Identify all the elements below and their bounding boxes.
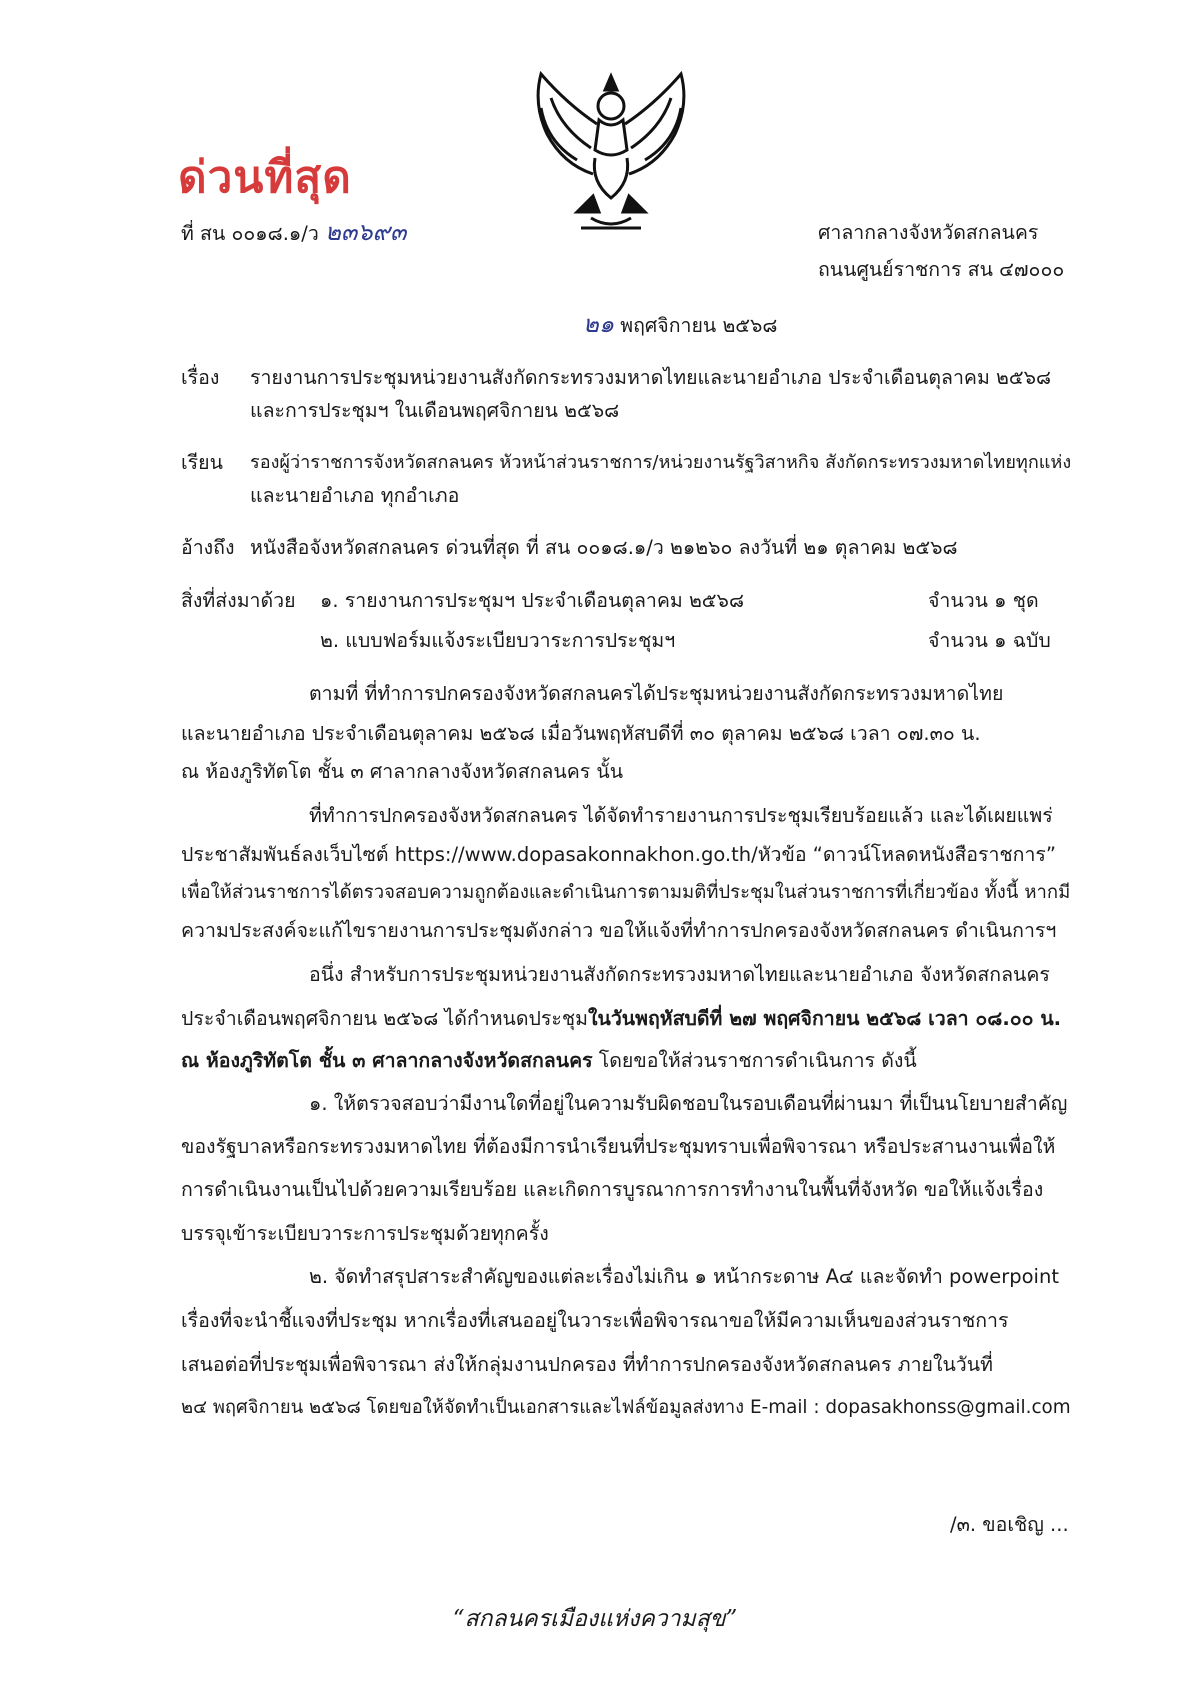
- meeting-date-bold: ในวันพฤหัสบดีที่ ๒๗ พฤศจิกายน ๒๕๖๘ เวลา ๐๘.๐๐ น.: [587, 1007, 1062, 1030]
- document-number-prefix: ที่ สน ๐๐๑๘.๑/ว: [181, 222, 319, 245]
- enclosure-item: ๒. แบบฟอร์มแจ้งระเบียบวาระการประชุมฯ: [320, 629, 676, 652]
- instruction-item-2-line: ๒. จัดทำสรุปสาระสำคัญของแต่ละเรื่องไม่เกิน ๑ หน้ากระดาษ A๔ และจัดทำ powerpoint: [309, 1265, 1059, 1288]
- date-month-year: พฤศจิกายน ๒๕๖๘: [620, 314, 778, 337]
- instruction-item-1-line: ๑. ให้ตรวจสอบว่ามีงานใดที่อยู่ในความรับผิดชอบในรอบเดือนที่ผ่านมา ที่เป็นนโยบายสำคัญ: [309, 1092, 1068, 1115]
- recipient-line: รองผู้ว่าราชการจังหวัดสกลนคร หัวหน้าส่วนราชการ/หน่วยงานรัฐวิสาหกิจ สังกัดกระทรวงมหาดไทยทุกแห่ง: [250, 452, 1072, 473]
- body-paragraph-2-line: ที่ทำการปกครองจังหวัดสกลนคร ได้จัดทำรายงานการประชุมเรียบร้อยแล้ว และได้เผยแพร่: [309, 804, 1053, 827]
- body-paragraph-3-line: [181, 1047, 917, 1075]
- instruction-item-1-line: บรรจุเข้าระเบียบวาระการประชุมด้วยทุกครั้ง: [181, 1222, 549, 1245]
- date-day-handwritten: ๒๑: [583, 310, 615, 338]
- enclosure-quantity: จำนวน ๑ ชุด: [928, 589, 1039, 612]
- recipient-label: เรียน: [181, 451, 223, 474]
- subject-line: และการประชุมฯ ในเดือนพฤศจิกายน ๒๕๖๘: [250, 399, 620, 422]
- recipient-line: และนายอำเภอ ทุกอำเภอ: [250, 484, 460, 507]
- body-paragraph-1-line: ณ ห้องภูริทัตโต ชั้น ๓ ศาลากลางจังหวัดสกลนคร นั้น: [181, 760, 624, 783]
- body-paragraph-3-line: อนึ่ง สำหรับการประชุมหน่วยงานสังกัดกระทรวงมหาดไทยและนายอำเภอ จังหวัดสกลนคร: [309, 963, 1050, 986]
- garuda-emblem-icon: [521, 68, 701, 236]
- office-address-line1: ศาลากลางจังหวัดสกลนคร: [818, 221, 1039, 244]
- enclosure-item: ๑. รายงานการประชุมฯ ประจำเดือนตุลาคม ๒๕๖๘: [320, 589, 744, 612]
- reference-text: หนังสือจังหวัดสกลนคร ด่วนที่สุด ที่ สน ๐๐๑๘.๑/ว ๒๑๒๖๐ ลงวันที่ ๒๑ ตุลาคม ๒๕๖๘: [250, 536, 958, 559]
- document-number: [181, 218, 406, 248]
- subject-label: เรื่อง: [181, 366, 220, 389]
- document-number-handwritten: ๒๓๖๙๓: [325, 218, 407, 246]
- body-paragraph-2-line: ประชาสัมพันธ์ลงเว็บไซต์ https://www.dopasakonnakhon.go.th/หัวข้อ “ดาวน์โหลดหนังสือราชการ”: [181, 843, 1056, 866]
- instruction-item-2-line: ๒๔ พฤศจิกายน ๒๕๖๘ โดยขอให้จัดทำเป็นเอกสารและไฟล์ข้อมูลส่งทาง E-mail : dopasakhonss@gmail.com: [181, 1397, 1071, 1418]
- urgent-stamp: ด่วนที่สุด: [178, 152, 352, 203]
- subject-line: รายงานการประชุมหน่วยงานสังกัดกระทรวงมหาดไทยและนายอำเภอ ประจำเดือนตุลาคม ๒๕๖๘: [250, 366, 1052, 389]
- body-paragraph-1-line: ตามที่ ที่ทำการปกครองจังหวัดสกลนครได้ประชุมหน่วยงานสังกัดกระทรวงมหาดไทย: [309, 682, 1004, 705]
- body-paragraph-1-line: และนายอำเภอ ประจำเดือนตุลาคม ๒๕๖๘ เมื่อวันพฤหัสบดีที่ ๓๐ ตุลาคม ๒๕๖๘ เวลา ๐๗.๓๐ น.: [181, 722, 981, 745]
- enclosure-quantity: จำนวน ๑ ฉบับ: [928, 629, 1051, 652]
- body-paragraph-3-line: [181, 1005, 1061, 1033]
- meeting-instruction-text: โดยขอให้ส่วนราชการดำเนินการ ดังนี้: [598, 1049, 917, 1072]
- enclosures-label: สิ่งที่ส่งมาด้วย: [181, 589, 296, 612]
- body-paragraph-2-line: เพื่อให้ส่วนราชการได้ตรวจสอบความถูกต้องและดำเนินการตามมติที่ประชุมในส่วนราชการที่เกี่ยวข้อง ทั้งนี้ หากมี: [181, 882, 1071, 903]
- instruction-item-1-line: การดำเนินงานเป็นไปด้วยความเรียบร้อย และเกิดการบูรณาการการทำงานในพื้นที่จังหวัด ขอให้แจ้งเรื่อง: [181, 1178, 1044, 1201]
- meeting-venue-bold: ณ ห้องภูริทัตโต ชั้น ๓ ศาลากลางจังหวัดสกลนคร: [181, 1049, 593, 1072]
- instruction-item-1-line: ของรัฐบาลหรือกระทรวงมหาดไทย ที่ต้องมีการนำเรียนที่ประชุมทราบเพื่อพิจารณา หรือประสานงานเพื่อให้: [181, 1135, 1056, 1158]
- page-continuation: /๓. ขอเชิญ ...: [950, 1513, 1069, 1536]
- body-paragraph-2-line: ความประสงค์จะแก้ไขรายงานการประชุมดังกล่าว ขอให้แจ้งที่ทำการปกครองจังหวัดสกลนคร ดำเนินการฯ: [181, 919, 1057, 942]
- document-date: [583, 310, 777, 340]
- instruction-item-2-line: เรื่องที่จะนำชี้แจงที่ประชุม หากเรื่องที่เสนออยู่ในวาระเพื่อพิจารณาขอให้มีความเห็นของส่วนราชการ: [181, 1309, 1009, 1332]
- meeting-schedule-text: ประจำเดือนพฤศจิกายน ๒๕๖๘ ได้กำหนดประชุม: [181, 1007, 588, 1030]
- office-address-line2: ถนนศูนย์ราชการ สน ๔๗๐๐๐: [818, 258, 1065, 281]
- reference-label: อ้างถึง: [181, 536, 235, 559]
- provincial-slogan: “สกลนครเมืองแห่งความสุข”: [452, 1606, 738, 1632]
- instruction-item-2-line: เสนอต่อที่ประชุมเพื่อพิจารณา ส่งให้กลุ่มงานปกครอง ที่ทำการปกครองจังหวัดสกลนคร ภายในวันที่: [181, 1353, 993, 1376]
